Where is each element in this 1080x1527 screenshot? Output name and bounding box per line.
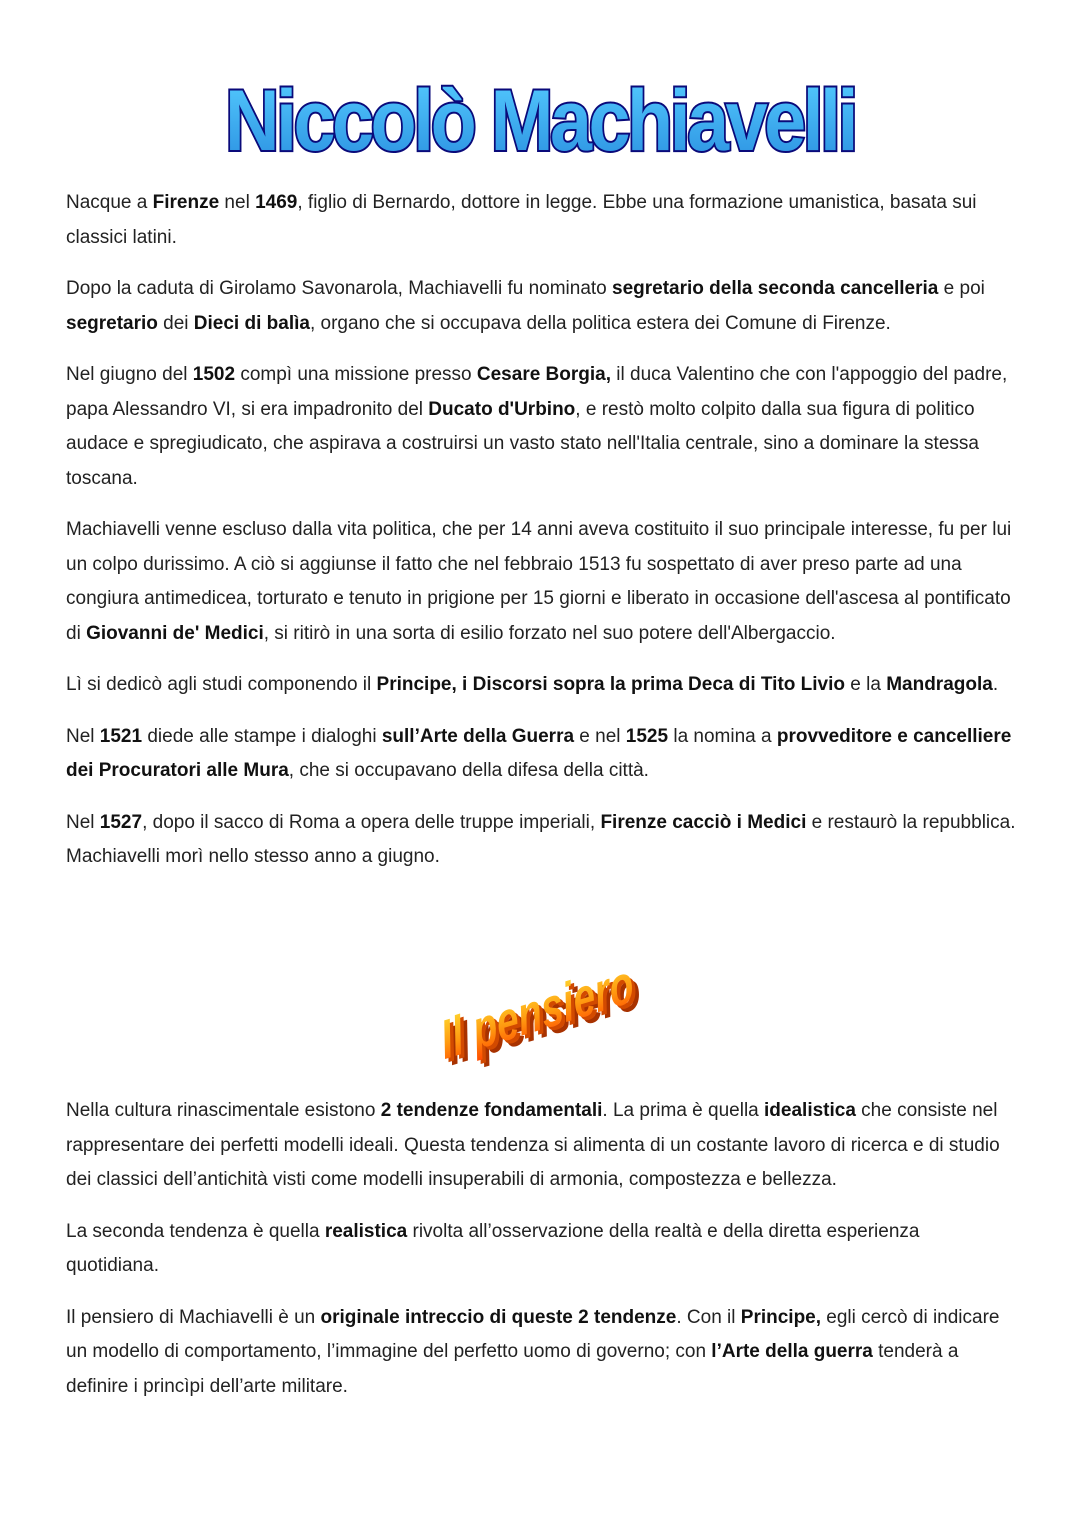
bio-paragraph xyxy=(66,272,1016,341)
bold-text: Mandragola xyxy=(886,674,993,695)
text-run: Nacque a xyxy=(66,192,153,213)
bold-text: originale intreccio di queste 2 tendenze xyxy=(320,1306,677,1328)
bold-text: Firenze cacciò i Medici xyxy=(600,811,807,833)
bold-text: idealistica xyxy=(764,1100,856,1121)
section-heading-shadow: Il pensiero xyxy=(443,958,670,1078)
bold-text: Cesare Borgia, xyxy=(476,364,612,385)
text-run: , e restò molto colpito dalla sua figura di politico audace e spregiudicato, che aspirava a costruirsi un vasto stato nell'Italia centrale, sino a dominare la stessa toscana. xyxy=(66,398,979,489)
text-run: . Con il xyxy=(676,1306,741,1328)
bio-paragraph xyxy=(66,358,1016,496)
text-run: la nomina a xyxy=(668,725,777,747)
text-run: , organo che si occupava della politica estera dei Comune di Firenze. xyxy=(309,312,891,334)
page-title-text: Niccolò Machiavelli xyxy=(225,73,855,169)
text-run: La seconda tendenza è quella xyxy=(66,1220,325,1242)
biography-section xyxy=(66,186,1016,875)
text-run: e la xyxy=(845,674,887,695)
bold-text: Giovanni de' Medici xyxy=(86,622,264,644)
text-run: , dopo il sacco di Roma a opera delle truppe imperiali, xyxy=(142,811,601,833)
bold-text: 1525 xyxy=(625,725,669,747)
thought-paragraph xyxy=(66,1301,1016,1405)
text-run: e restaurò la repubblica. Machiavelli morì nello stesso anno a giugno. xyxy=(66,811,1016,867)
text-run: . La prima è quella xyxy=(602,1100,765,1121)
bio-paragraph xyxy=(66,720,1016,789)
bio-paragraph xyxy=(66,806,1016,875)
text-run: Nel xyxy=(66,811,100,833)
thought-paragraph xyxy=(66,1094,1016,1198)
section-heading xyxy=(420,958,670,1083)
text-run: che consiste nel rappresentare dei perfetti modelli ideali. Questa tendenza si alimenta di un costante lavoro di ricerca e di studio dei classici dell’antichità visti come modelli insuperabili di armonia, compostezza e bellezza. xyxy=(66,1100,1000,1190)
text-run: il duca Valentino che con l'appoggio del padre, papa Alessandro VI, si era impadronito del xyxy=(66,364,1008,420)
bold-text: provveditore e cancelliere dei Procuratori alle Mura xyxy=(66,725,1012,781)
bold-text: realistica xyxy=(324,1220,408,1242)
text-run: Nel giugno del xyxy=(66,364,193,385)
bold-text: Ducato d'Urbino xyxy=(428,398,576,420)
bold-text: 1521 xyxy=(99,725,143,747)
section-heading-depth: Il pensiero xyxy=(440,958,670,1075)
text-run: dei xyxy=(157,312,194,334)
text-run: , si ritirò in una sorta di esilio forzato nel suo potere dell'Albergaccio. xyxy=(263,622,836,644)
bio-paragraph xyxy=(66,513,1016,651)
text-run: diede alle stampe i dialoghi xyxy=(142,725,382,747)
text-run: , che si occupavano della difesa della città. xyxy=(288,760,649,781)
thought-section xyxy=(66,1094,1016,1404)
text-run: rivolta all’osservazione della realtà e della diretta esperienza quotidiana. xyxy=(66,1220,920,1276)
bold-text: Dieci di balìa xyxy=(193,312,310,334)
text-run: Il pensiero di Machiavelli è un xyxy=(66,1306,321,1328)
text-run: , figlio di Bernardo, dottore in legge. Ebbe una formazione umanistica, basata sui classici latini. xyxy=(66,192,977,248)
bold-text: 2 tendenze fondamentali xyxy=(380,1100,603,1121)
section-heading-text: Il pensiero xyxy=(436,958,670,1072)
text-run: egli cercò di indicare un modello di comportamento, l’immagine del perfetto uomo di governo; con xyxy=(66,1306,1000,1362)
bold-text: sull’Arte della Guerra xyxy=(381,725,575,747)
text-run: Lì si dedicò agli studi componendo il xyxy=(66,674,377,695)
section-heading-wordart xyxy=(420,958,670,1083)
bold-text: segretario della seconda cancelleria xyxy=(612,278,939,299)
text-run: Dopo la caduta di Girolamo Savonarola, Machiavelli fu nominato xyxy=(66,278,613,299)
bold-text: 1469 xyxy=(255,192,298,213)
thought-paragraph xyxy=(66,1215,1016,1284)
bold-text: l’Arte della guerra xyxy=(711,1341,873,1362)
bold-text: 1527 xyxy=(99,811,143,833)
page-title-wordart xyxy=(200,58,880,178)
text-run: tenderà a definire i princìpi dell’arte militare. xyxy=(66,1341,959,1397)
text-run: Machiavelli venne escluso dalla vita politica, che per 14 anni aveva costituito il suo principale interesse, fu per lui un colpo durissimo. A ciò si aggiunse il fatto che nel febbraio 1513 fu sospettato di aver preso parte ad una congiura antimedicea, torturato e tenuto in prigione per 15 giorni e liberato in occasione dell'ascesa al pontificato di xyxy=(66,519,1012,644)
bold-text: Principe, i Discorsi sopra la prima Deca di Tito Livio xyxy=(376,674,845,695)
text-run: e poi xyxy=(938,278,985,299)
page-title xyxy=(200,58,880,178)
bold-text: Firenze xyxy=(152,192,220,213)
bold-text: segretario xyxy=(66,312,158,334)
text-run: Nella cultura rinascimentale esistono xyxy=(66,1100,381,1121)
text-run: e nel xyxy=(574,725,626,747)
text-run: nel xyxy=(219,192,256,213)
text-run: Nel xyxy=(66,725,100,747)
bold-text: Principe, xyxy=(740,1306,822,1328)
text-run: . xyxy=(992,674,999,695)
bio-paragraph xyxy=(66,186,1016,255)
bio-paragraph xyxy=(66,668,1016,703)
bold-text: 1502 xyxy=(192,364,236,385)
text-run: compì una missione presso xyxy=(235,364,477,385)
